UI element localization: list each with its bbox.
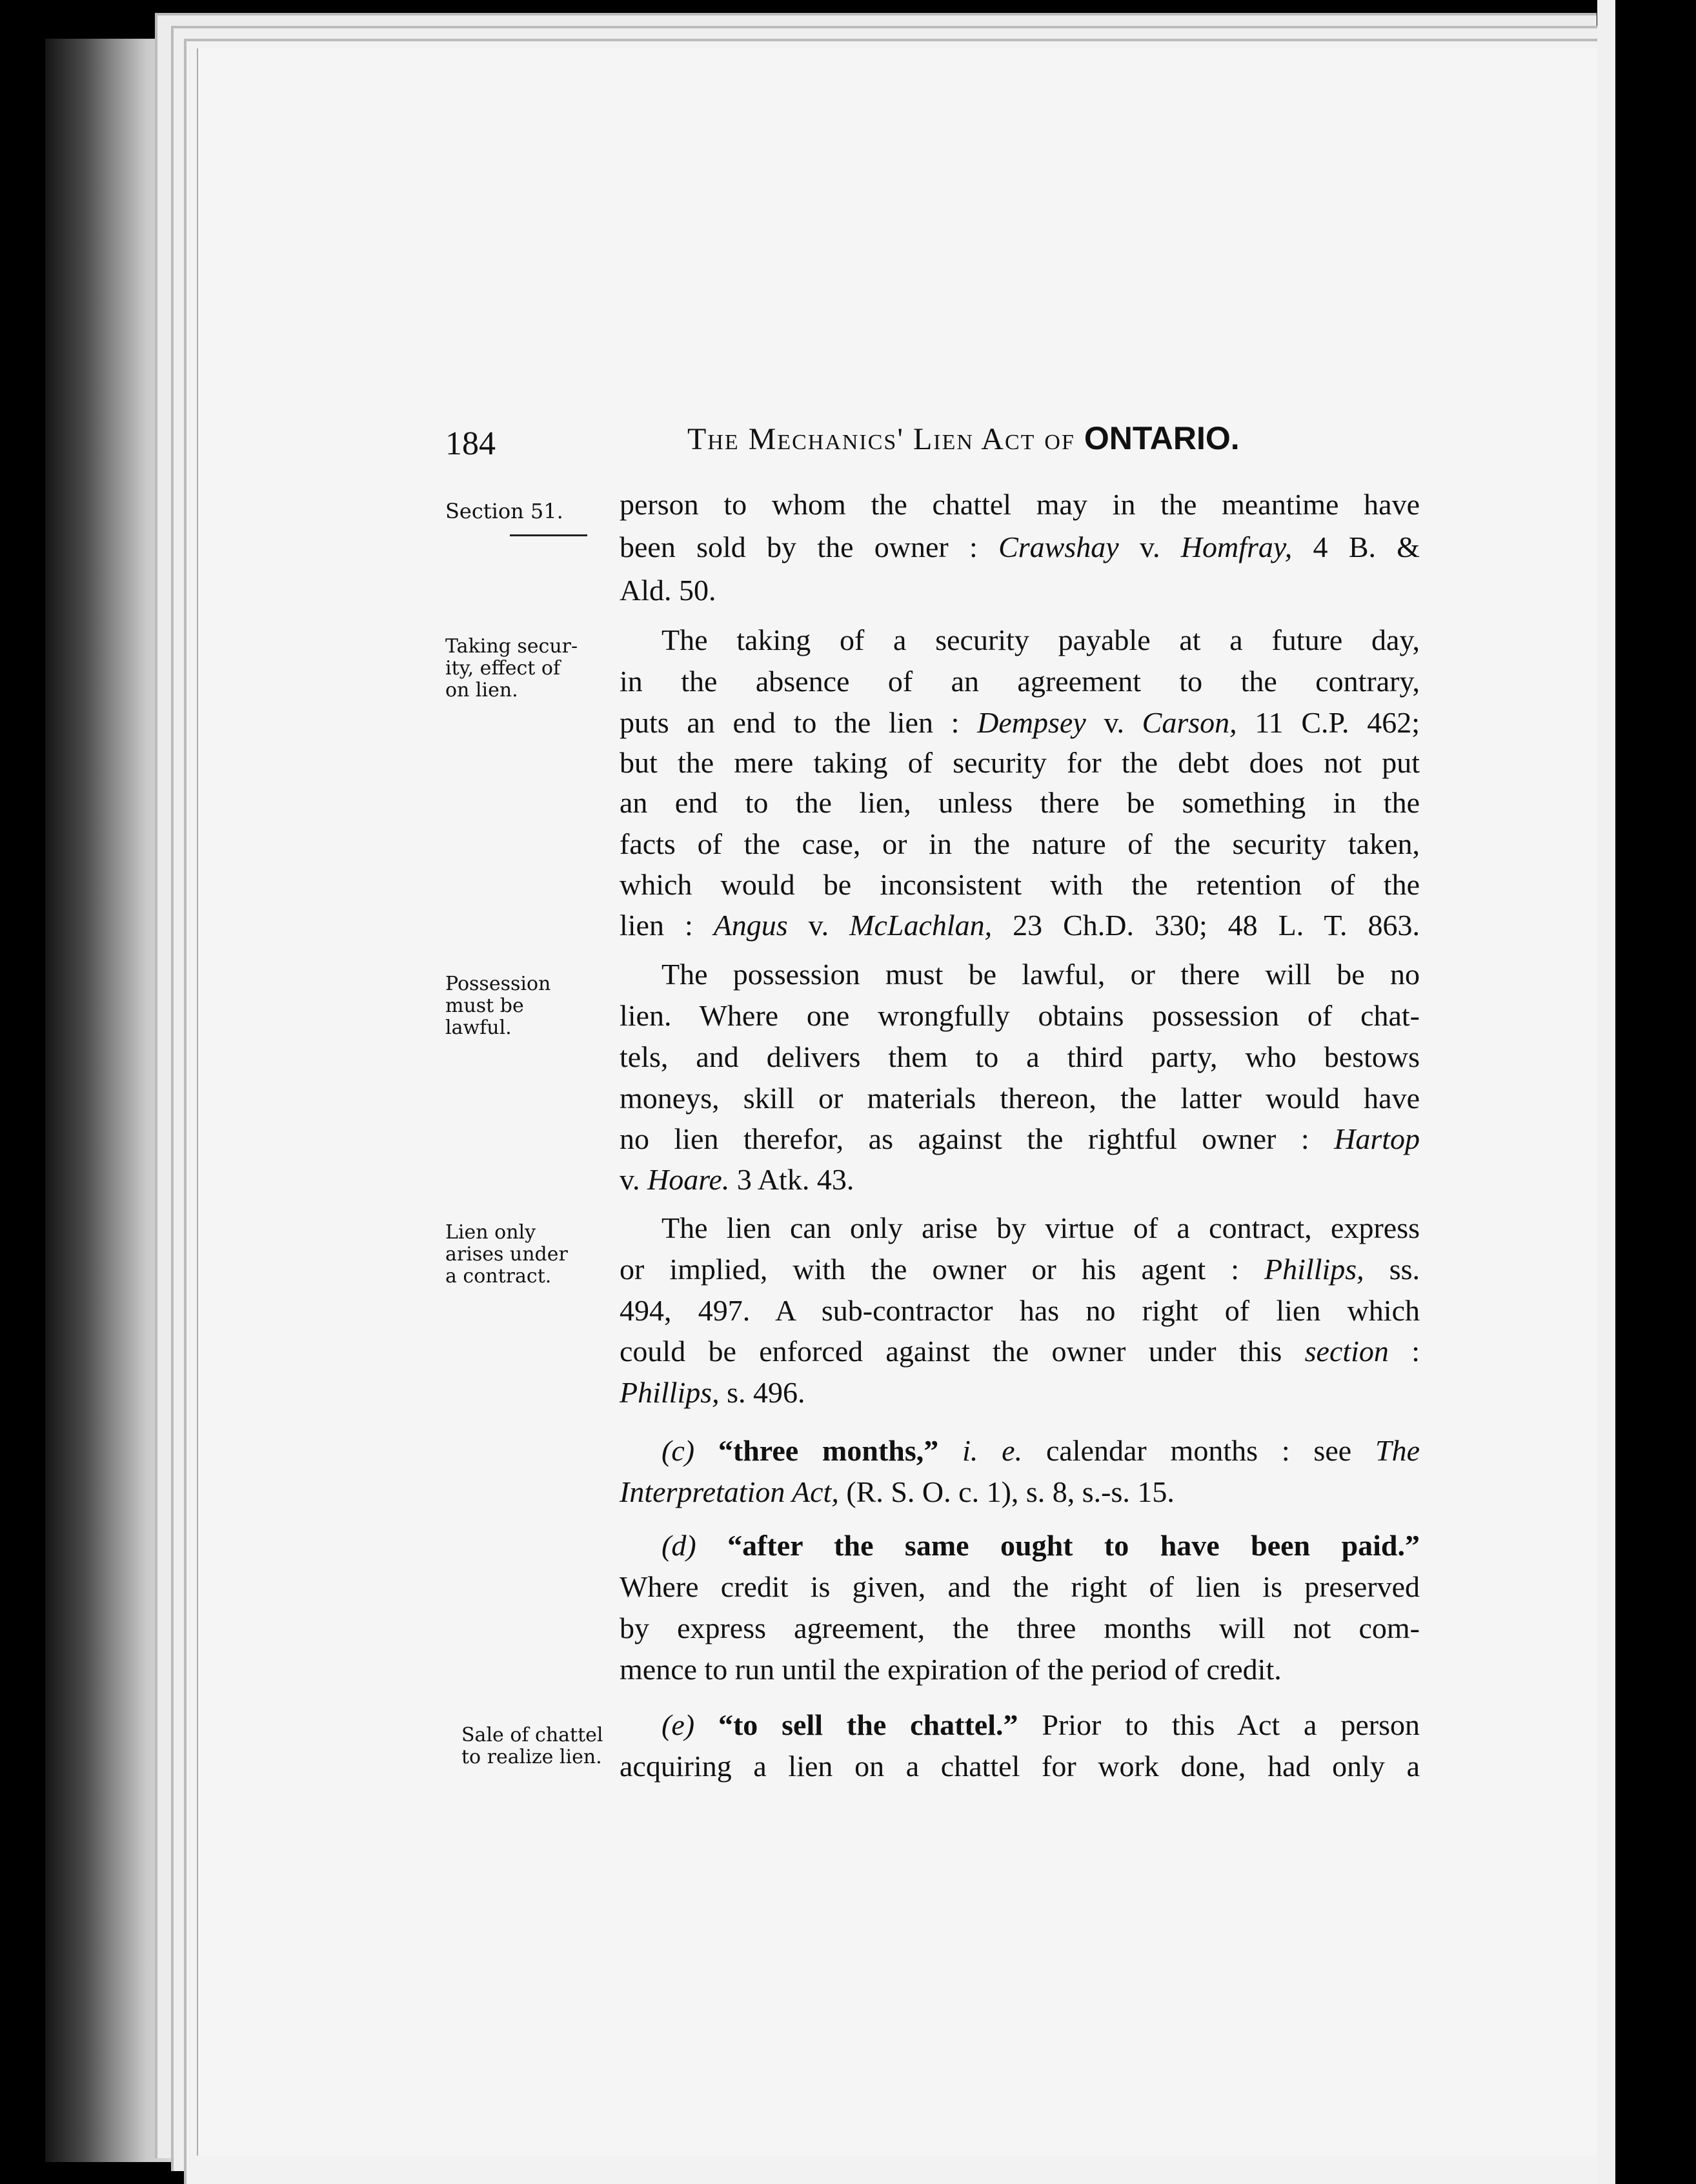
- body-line: The lien can only arise by virtue of a contract, express: [661, 1211, 1420, 1244]
- body-line: person to whom the chattel may in the meantime have: [620, 488, 1420, 521]
- body-line: lien : Angus v. McLachlan, 23 Ch.D. 330; 48 L. T. 863.: [620, 909, 1420, 942]
- sidenote-sale: Sale of chattel to realize lien.: [461, 1724, 603, 1768]
- sidenote-taking-security: Taking secur- ity, effect of on lien.: [445, 635, 578, 702]
- body-line: 494, 497. A sub-contractor has no right of lien which: [620, 1294, 1420, 1327]
- body-line: lien. Where one wrongfully obtains possession of chat-: [620, 999, 1420, 1032]
- body-line: mence to run until the expiration of the period of credit.: [620, 1653, 1282, 1686]
- body-line: or implied, with the owner or his agent : Phillips, ss.: [620, 1253, 1420, 1286]
- body-line: an end to the lien, unless there be something in the: [620, 786, 1420, 819]
- body-line: The taking of a security payable at a future day,: [661, 623, 1420, 656]
- body-line: Where credit is given, and the right of lien is preserved: [620, 1570, 1420, 1603]
- body-line: no lien therefor, as against the rightful owner : Hartop: [620, 1122, 1420, 1155]
- body-line: could be enforced against the owner under this section :: [620, 1335, 1420, 1368]
- sidenote-section: Section 51.: [445, 499, 563, 523]
- sidenote-contract: Lien only arises under a contract.: [445, 1221, 568, 1288]
- body-line: acquiring a lien on a chattel for work done, had only a: [620, 1750, 1420, 1783]
- body-line: facts of the case, or in the nature of the security taken,: [620, 827, 1420, 860]
- page-header: [445, 413, 1329, 471]
- body-line: by express agreement, the three months will not com-: [620, 1612, 1420, 1644]
- body-line: (e) “to sell the chattel.” Prior to this Act a person: [661, 1708, 1420, 1741]
- sidenote-possession: Possession must be lawful.: [445, 973, 551, 1039]
- running-title: The Mechanics' Lien Act of ONTARIO.: [687, 420, 1240, 456]
- body-line: been sold by the owner : Crawshay v. Homfray, 4 B. &: [620, 531, 1420, 563]
- body-line: but the mere taking of security for the debt does not put: [620, 746, 1420, 779]
- body-line: moneys, skill or materials thereon, the latter would have: [620, 1082, 1420, 1115]
- right-page-edge: [1597, 0, 1615, 2184]
- body-line: puts an end to the lien : Dempsey v. Carson, 11 C.P. 462;: [620, 706, 1420, 739]
- body-line: Phillips, s. 496.: [620, 1376, 805, 1409]
- body-line: in the absence of an agreement to the contrary,: [620, 665, 1420, 698]
- scan-border: [1615, 0, 1696, 2184]
- body-line: v. Hoare. 3 Atk. 43.: [620, 1163, 854, 1196]
- body-line: tels, and delivers them to a third party, who bestows: [620, 1040, 1420, 1073]
- body-line: (d) “after the same ought to have been paid.”: [661, 1529, 1420, 1562]
- sidenote-rule: [510, 534, 587, 536]
- page-number: 184: [445, 425, 496, 462]
- body-line: (c) “three months,” i. e. calendar months : see The: [661, 1434, 1420, 1467]
- body-line: which would be inconsistent with the retention of the: [620, 868, 1420, 901]
- body-line: The possession must be lawful, or there will be no: [661, 958, 1420, 991]
- body-line: Interpretation Act, (R. S. O. c. 1), s. 8, s.-s. 15.: [620, 1475, 1175, 1508]
- body-line: Ald. 50.: [620, 574, 716, 607]
